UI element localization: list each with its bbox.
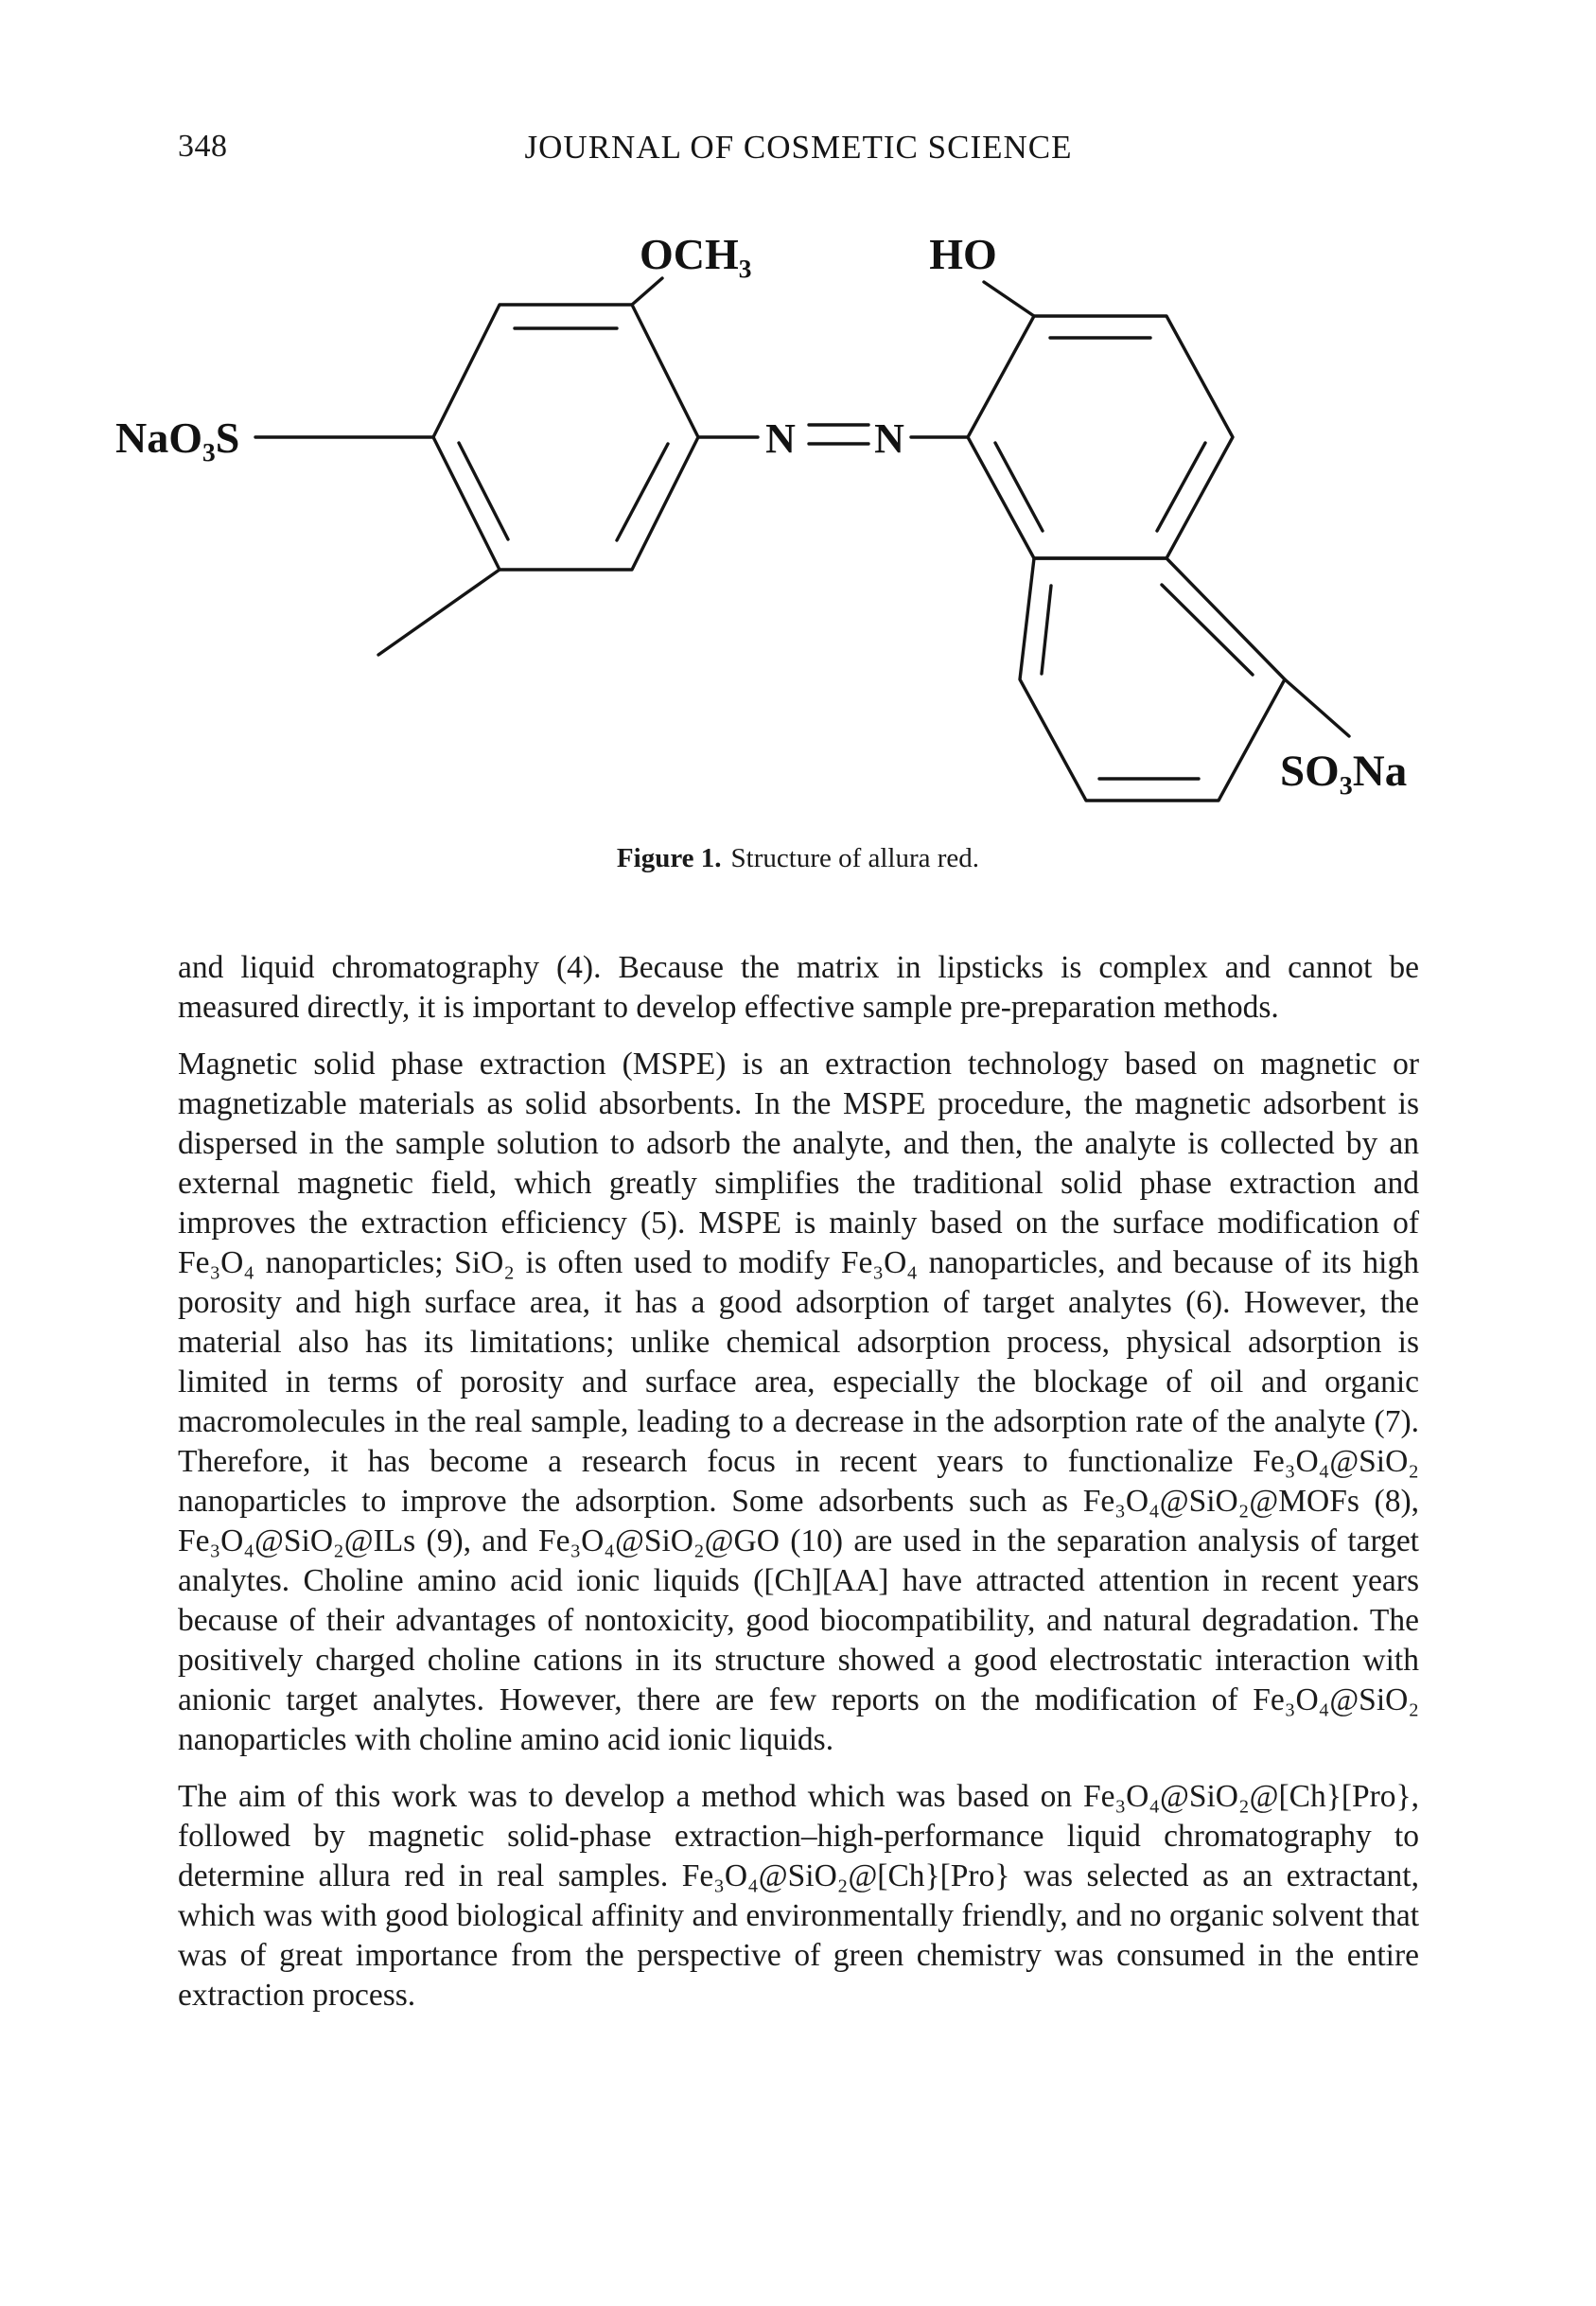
methyl-bond xyxy=(378,570,500,655)
naphthalene-lower-ring xyxy=(1020,558,1285,801)
paragraph-3: The aim of this work was to develop a method which was based on Fe₃O₄@SiO₂@[Ch}[Pro}, followed by magnetic solid-phase extraction–high-performance liquid chromatography to determine allura red in real samples. Fe₃O₄@SiO₂@[Ch}[Pro} was selected as an extractant, which was with good biological affinity and environmentally friendly, and no organic solvent that was of great importance from the perspective of green chemistry was consumed in the entire extraction process. xyxy=(178,1779,1419,2013)
naphthalene-upper-ring xyxy=(968,316,1233,558)
chemical-structure-drawing xyxy=(112,210,1436,835)
sulfonate-left-label: NaO₃S xyxy=(115,414,240,462)
paragraph-1: and liquid chromatography (4). Because the matrix in lipsticks is complex and cannot be measured directly, it is important to develop effective sample pre-preparation methods. xyxy=(178,950,1419,1025)
hydroxyl-label: HO xyxy=(929,230,997,278)
sulfonate-group-bottom xyxy=(1280,679,1407,796)
running-head xyxy=(178,129,1419,170)
article-body xyxy=(178,948,1419,2016)
methoxy-group xyxy=(632,230,752,305)
azo-n1-label: N xyxy=(765,415,796,462)
sulfonate-bottom-label: SO₃Na xyxy=(1280,747,1408,796)
figure-structure-allura-red xyxy=(112,210,1436,835)
page-number: 348 xyxy=(178,129,228,164)
journal-title: JOURNAL OF COSMETIC SCIENCE xyxy=(524,129,1073,166)
azo-n2-label: N xyxy=(874,415,904,462)
paragraph-2: Magnetic solid phase extraction (MSPE) is an extraction technology based on magnetic or magnetizable materials as solid absorbents. In the MSPE procedure, the magnetic adsorbent is dispersed in the sample solution to adsorb the analyte, and then, the analyte is collected by an external magnetic field, which greatly simplifies the traditional solid phase extraction and improves the extraction efficiency (5). MSPE is mainly based on the surface modification of Fe₃O₄ nanoparticles; SiO₂ is often used to modify Fe₃O₄ nanoparticles, and because of its high porosity and high surface area, it has a good adsorption of target analytes (6). However, the material also has its limitations; unlike chemical adsorption process, physical adsorption is limited in terms of porosity and surface area, especially the blockage of oil and organic macromolecules in the real sample, leading to a decrease in the adsorption rate of the analyte (7). Therefore, it has become a research focus in recent years to functionalize Fe₃O₄@SiO₂ nanoparticles to improve the adsorption. Some adsorbents such as Fe₃O₄@SiO₂@MOFs (8), Fe₃O₄@SiO₂@ILs (9), and Fe₃O₄@SiO₂@GO (10) are used in the separation analysis of target analytes. Choline amino acid ionic liquids ([Ch][AA] have attracted attention in recent years because of their advantages of nontoxicity, good biocompatibility, and natural degradation. The positively charged choline cations in its structure showed a good electrostatic interaction with anionic target analytes. However, there are few reports on the modification of Fe₃O₄@SiO₂ nanoparticles with choline amino acid ionic liquids. xyxy=(178,1047,1419,1757)
hydroxyl-group xyxy=(929,230,1034,316)
sulfonate-group-left xyxy=(115,414,433,462)
figure-caption-text: Structure of allura red. xyxy=(730,843,980,873)
figure-caption-label: Figure 1. xyxy=(616,843,722,873)
azo-bridge xyxy=(698,415,968,462)
benzene-ring-left xyxy=(433,305,698,570)
figure-caption xyxy=(0,843,1596,874)
methoxy-label: OCH₃ xyxy=(640,230,752,278)
